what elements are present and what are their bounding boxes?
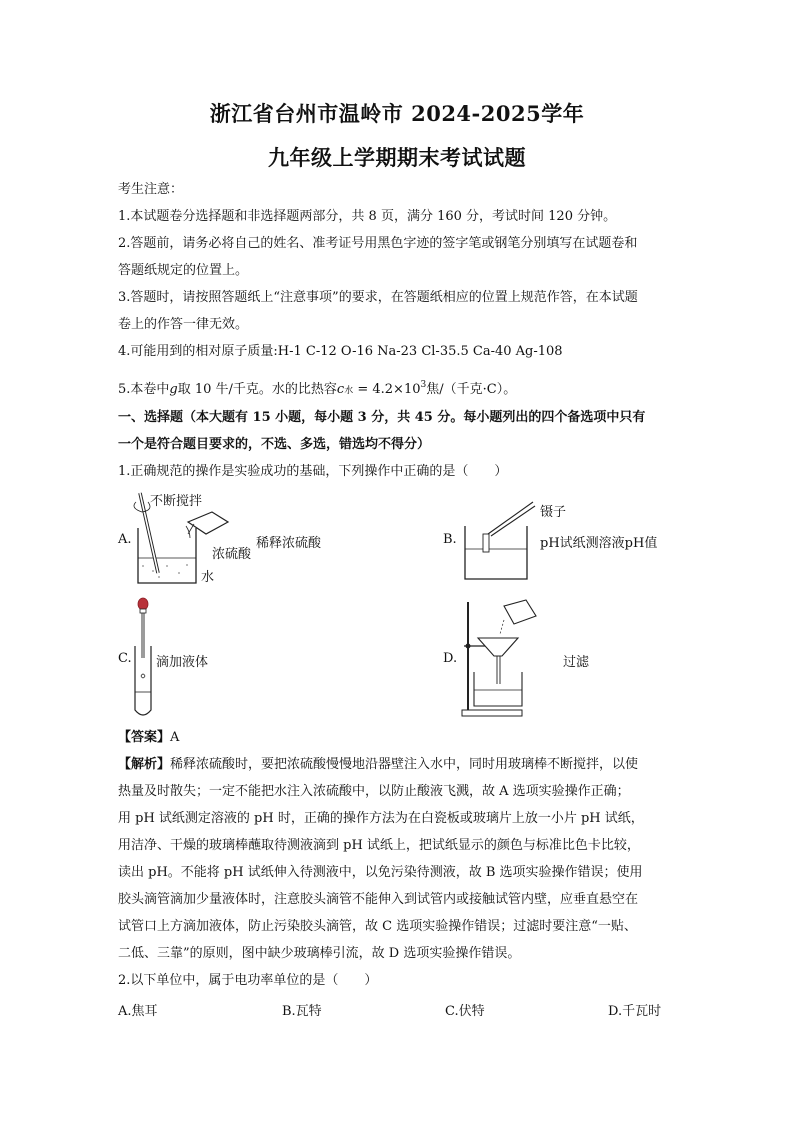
note-5 [118, 376, 516, 400]
analysis-line: 读出 pH。不能将 pH 试纸伸入待测液中，以免污染待测液，故 B 选项实验操作错误；使用 [118, 865, 643, 880]
g-symbol: g [169, 382, 178, 397]
title-line-2: 九年级上学期期末考试试题 [268, 145, 526, 170]
q2-stem: 2.以下单位中，属于电功率单位的是（ ） [118, 973, 378, 988]
analysis-line: 用 pH 试纸测定溶液的 pH 时，正确的操作方法为在白瓷板或玻璃片上放一小片 pH 试纸， [118, 811, 644, 826]
stir-label: 不断搅拌 [150, 494, 203, 509]
note-line: 卷上的作答一律无效。 [118, 317, 249, 332]
section-heading-1: 一、选择题（本大题有 15 小题，每小题 3 分，共 45 分。每小题列出的四个备选项中只有 [118, 410, 646, 425]
option-d-label: D. [443, 651, 458, 666]
c-equation: = 4.2×10 [353, 382, 421, 397]
analysis-line [118, 756, 638, 774]
tweezers-label: 镊子 [540, 505, 567, 520]
analysis-line: 热量及时散失；一定不能把水注入浓硫酸中，以防止酸液飞溅，故 A 选项实验操作正确； [118, 784, 630, 799]
analysis-line: 试管口上方滴加液体，防止污染胶头滴管，故 C 选项实验操作错误；过滤时要注意“一贴、 [118, 919, 637, 934]
analysis-text: 稀释浓硫酸时，要把浓硫酸慢慢地沿器壁注入水中，同时用玻璃棒不断搅拌，以使 [170, 757, 639, 772]
option-b-text: pH试纸测溶液pH值 [540, 536, 658, 551]
q1-stem: 1.正确规范的操作是实验成功的基础，下列操作中正确的是（ ） [118, 464, 508, 479]
note-line: 3.答题时，请按照答题纸上“注意事项”的要求，在答题纸相应的位置上规范作答，在本试题 [118, 290, 638, 305]
q2-option-c: C.伏特 [445, 1004, 485, 1019]
option-d-text: 过滤 [563, 655, 590, 670]
section-heading-2: 一个是符合题目要求的，不选、多选，错选均不得分） [118, 437, 431, 452]
note-line: 答题纸规定的位置上。 [118, 263, 249, 278]
note-5-mid: 取 10 牛/千克。水的比热容 [177, 382, 337, 397]
analysis-line: 用洁净、干燥的玻璃棒蘸取待测液滴到 pH 试纸上，把试纸显示的颜色与标准比色卡比较， [118, 838, 640, 853]
q2-option-b: B.瓦特 [282, 1004, 322, 1019]
option-c-label: C. [118, 651, 132, 666]
option-c-text: 滴加液体 [156, 655, 209, 670]
analysis-line: 二低、三靠”的原则，图中缺少玻璃棒引流，故 D 选项实验操作错误。 [118, 946, 521, 961]
figure-filtration [460, 598, 550, 727]
acid-label: 浓硫酸 [212, 547, 252, 562]
c-subscript: 水 [344, 386, 354, 396]
c-exponent: 3 [420, 380, 427, 390]
q2-option-d: D.千瓦时 [608, 1004, 662, 1019]
water-label: 水 [201, 570, 215, 585]
note-line: 1.本试题卷分选择题和非选择题两部分，共 8 页，满分 160 分，考试时间 120 分钟。 [118, 209, 617, 224]
analysis-tag: 【解析】 [118, 757, 171, 772]
option-b-label: B. [443, 532, 457, 547]
answer-value: A [170, 730, 180, 745]
note-line: 2.答题前，请务必将自己的姓名、准考证号用黑色字迹的签字笔或钢笔分别填写在试题卷和 [118, 236, 638, 251]
notes-heading: 考生注意： [118, 182, 184, 197]
title-line-1: 浙江省台州市温岭市 2024-2025学年 [209, 101, 585, 126]
q2-option-a: A.焦耳 [118, 1004, 158, 1019]
c-symbol: c [336, 382, 345, 397]
option-a-label: A. [118, 532, 132, 547]
answer-tag: 【答案】 [118, 730, 171, 745]
note-line: 4.可能用到的相对原子质量:H-1 C-12 O-16 Na-23 Cl-35.5 Ca-40 Ag-108 [118, 344, 563, 359]
note-5-suffix: 焦/（千克·C）。 [426, 382, 517, 397]
option-a-text: 稀释浓硫酸 [256, 536, 322, 551]
analysis-line: 胶头滴管滴加少量液体时，注意胶头滴管不能伸入到试管内或接触试管内壁，应垂直悬空在 [118, 892, 639, 907]
answer-line [118, 729, 179, 747]
note-5-prefix: 5.本卷中 [118, 382, 170, 397]
figure-dropper [128, 596, 158, 725]
